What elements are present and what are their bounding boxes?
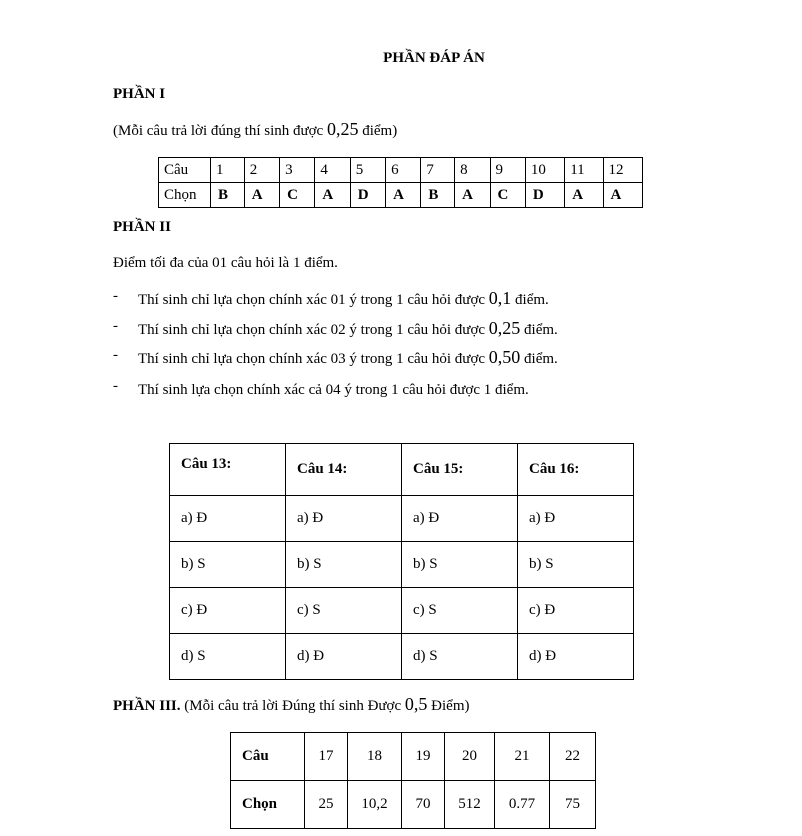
part3-heading-line [113,694,469,715]
page-title: PHẦN ĐÁP ÁN [383,50,485,66]
part2-bullet-1 [0,288,802,312]
answer-cell: A [565,183,603,208]
answer-cell: b) S [170,542,286,588]
part3-note-value: 0,5 [404,694,428,714]
answer-cell: B [211,183,245,208]
answer-cell: 0.77 [495,781,550,829]
bullet-text-pre: Thí sinh chỉ lựa chọn chính xác 02 ý trong 1 câu hỏi được [138,322,489,338]
bullet-text-pre: Thí sinh lựa chọn chính xác cả 04 ý trong 1 câu hỏi được 1 điểm. [138,382,529,398]
table-row [170,542,634,588]
bullet-text [138,318,558,339]
part2-bullet-4 [0,378,802,402]
table-row [170,588,634,634]
answer-cell: 10,2 [348,781,402,829]
question-number: 5 [350,158,385,183]
answer-cell: A [315,183,350,208]
question-number: 22 [550,733,596,781]
bullet-mark: - [113,347,118,363]
answer-cell: d) Đ [518,634,634,680]
row-label: Chọn [159,183,211,208]
answer-cell: A [455,183,490,208]
answer-cell: d) S [170,634,286,680]
bullet-value: 0,25 [488,318,521,338]
bullet-text-post: điểm. [520,351,558,367]
part1-note-value: 0,25 [326,119,359,139]
bullet-text [138,378,529,399]
question-number: 17 [305,733,348,781]
question-number: 18 [348,733,402,781]
answer-cell: C [490,183,525,208]
answer-cell: b) S [402,542,518,588]
question-number: 4 [315,158,350,183]
table-row [231,733,596,781]
question-number: 8 [455,158,490,183]
row-label: Chọn [231,781,305,829]
question-number: 19 [402,733,445,781]
question-number: 7 [421,158,455,183]
question-number: 2 [244,158,279,183]
header-cell: Câu 15: [402,444,518,496]
answer-cell: D [350,183,385,208]
row-label: Câu [159,158,211,183]
table-row [170,496,634,542]
answer-cell: a) Đ [402,496,518,542]
answer-cell: c) S [402,588,518,634]
row-label: Câu [231,733,305,781]
question-number: 21 [495,733,550,781]
answer-cell: a) Đ [286,496,402,542]
answer-cell: c) Đ [518,588,634,634]
part1-note-suffix: điểm) [358,123,398,139]
answer-cell: D [525,183,564,208]
answer-cell: 512 [445,781,495,829]
bullet-text-pre: Thí sinh chỉ lựa chọn chính xác 01 ý trong 1 câu hỏi được [138,292,489,308]
bullet-text [138,288,549,309]
part1-note-text: (Mỗi câu trả lời đúng thí sinh được [113,123,327,139]
bullet-text-pre: Thí sinh chỉ lựa chọn chính xác 03 ý trong 1 câu hỏi được [138,351,489,367]
part2-answer-table [169,443,634,680]
question-number: 6 [386,158,421,183]
answer-cell: b) S [518,542,634,588]
answer-cell: a) Đ [170,496,286,542]
answer-cell: 25 [305,781,348,829]
table-row [159,158,643,183]
question-number: 1 [211,158,245,183]
table-row [170,634,634,680]
table-row [231,781,596,829]
part3-note-text: (Mỗi câu trả lời Đúng thí sinh Được [180,698,405,714]
part3-heading: PHẦN III. [113,698,181,714]
answer-cell: a) Đ [518,496,634,542]
part3-answer-table [230,732,596,829]
part2-max-text: Điểm tối đa của 01 câu hỏi là 1 điểm. [113,255,338,271]
question-number: 11 [565,158,603,183]
answer-cell: c) S [286,588,402,634]
bullet-value: 0,1 [488,288,512,308]
part2-bullet-3 [0,347,802,371]
question-number: 9 [490,158,525,183]
header-cell: Câu 14: [286,444,402,496]
table-row [170,444,634,496]
part1-note [113,119,397,140]
answer-cell: 75 [550,781,596,829]
bullet-text-post: điểm. [511,292,549,308]
part2-heading: PHẦN II [113,219,171,235]
answer-cell: B [421,183,455,208]
question-number: 3 [280,158,315,183]
part2-bullet-2 [0,318,802,342]
question-number: 12 [603,158,642,183]
answer-cell: c) Đ [170,588,286,634]
bullet-text-post: điểm. [520,322,558,338]
answer-cell: d) S [402,634,518,680]
header-cell: Câu 13: [170,444,286,496]
part1-heading: PHẦN I [113,86,166,102]
question-number: 20 [445,733,495,781]
answer-cell: 70 [402,781,445,829]
table-row [159,183,643,208]
part3-note-suffix: Điểm) [427,698,470,714]
question-number: 10 [525,158,564,183]
answer-cell: C [280,183,315,208]
bullet-mark: - [113,288,118,304]
answer-cell: b) S [286,542,402,588]
answer-cell: A [386,183,421,208]
answer-cell: A [244,183,279,208]
answer-cell: d) Đ [286,634,402,680]
bullet-mark: - [113,378,118,394]
answer-cell: A [603,183,642,208]
bullet-mark: - [113,318,118,334]
bullet-value: 0,50 [488,347,521,367]
header-cell: Câu 16: [518,444,634,496]
part1-answer-table [158,157,643,208]
bullet-text [138,347,558,368]
